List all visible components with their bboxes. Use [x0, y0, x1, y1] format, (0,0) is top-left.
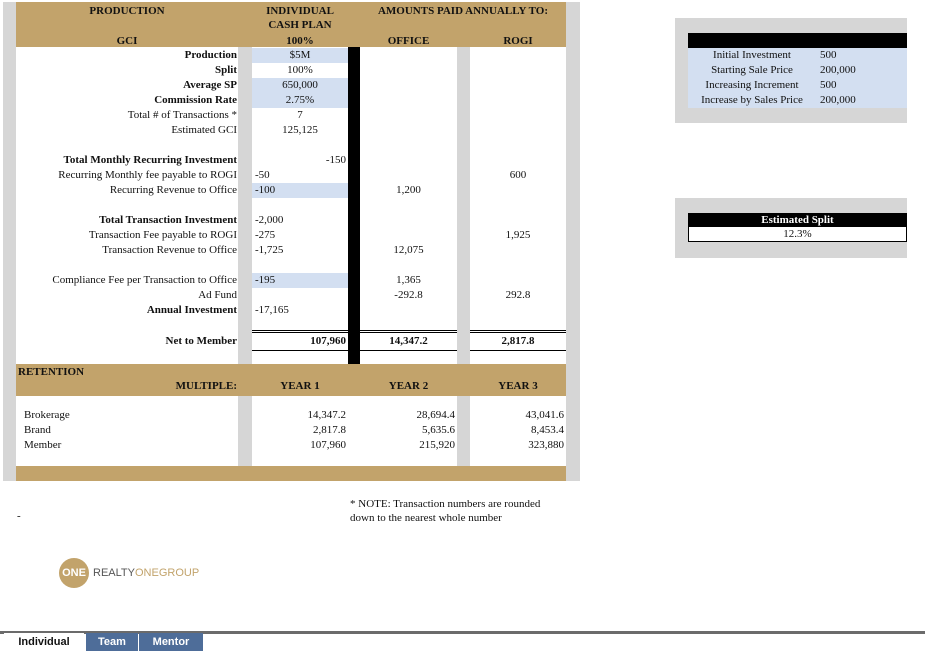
- est-gci-value: 125,125: [282, 124, 318, 136]
- col-divider-right: [457, 2, 470, 481]
- retention-member-y1: 107,960: [310, 439, 346, 451]
- transaction-total-label: Total Transaction Investment: [99, 214, 237, 226]
- transactions-value: 7: [297, 109, 303, 121]
- logo-onegroup-text: ONEGROUP: [134, 567, 200, 579]
- annual-investment-value: -17,165: [255, 304, 289, 316]
- year1-header: YEAR 1: [280, 380, 320, 392]
- monthly-office-office: 1,200: [396, 184, 421, 196]
- production-input[interactable]: $5M: [252, 48, 348, 63]
- black-column: [348, 46, 360, 364]
- net-rogi: 2,817.8: [501, 335, 535, 347]
- pct-header: 100%: [286, 35, 314, 47]
- transactions-label: Total # of Transactions *: [127, 109, 237, 121]
- transaction-office-office: 12,075: [393, 244, 424, 256]
- transaction-rogi-rogi: 1,925: [505, 229, 531, 241]
- transaction-rogi-value: -275: [255, 229, 276, 241]
- net-label: Net to Member: [165, 335, 237, 347]
- monthly-office-value[interactable]: -100: [252, 183, 348, 198]
- col-divider-left: [238, 2, 252, 481]
- commission-label: Commission Rate: [154, 94, 237, 106]
- office-header: OFFICE: [387, 35, 430, 47]
- transaction-note: * NOTE: Transaction numbers are rounded down to the nearest whole number: [350, 498, 541, 524]
- net-rule-rogi: [470, 330, 566, 333]
- retention-brokerage-label: Brokerage: [24, 409, 70, 421]
- amounts-paid-header: AMOUNTS PAID ANNUALLY TO:: [377, 5, 549, 17]
- monthly-rogi-value: -50: [255, 169, 270, 181]
- compliance-input[interactable]: -195: [252, 273, 348, 288]
- realty-one-group-logo: [59, 558, 199, 588]
- split-panel-value: 12.3%: [688, 227, 907, 242]
- side-start-price-label: Starting Sale Price: [688, 63, 816, 78]
- transaction-office-label: Transaction Revenue to Office: [102, 244, 237, 256]
- transaction-rogi-label: Transaction Fee payable to ROGI: [88, 229, 237, 241]
- avg-sp-label: Average SP: [183, 79, 237, 91]
- year2-header: YEAR 2: [388, 380, 429, 392]
- year3-header: YEAR 3: [498, 380, 538, 392]
- multiple-label: MULTIPLE:: [175, 380, 237, 392]
- ad-fund-office: -292.8: [394, 289, 423, 301]
- side-increment-value[interactable]: 500: [816, 78, 907, 93]
- side-start-price-value[interactable]: 200,000: [816, 63, 907, 78]
- retention-member-label: Member: [24, 439, 62, 451]
- side-increase-label: Increase by Sales Price: [688, 93, 816, 108]
- sheet-right-border: [566, 2, 580, 481]
- ad-fund-rogi: 292.8: [505, 289, 531, 301]
- retention-brand-y3: 8,453.4: [531, 424, 564, 436]
- logo-one-text: ONE: [62, 567, 86, 579]
- est-gci-label: Estimated GCI: [171, 124, 237, 136]
- split-input[interactable]: 100%: [287, 64, 313, 76]
- gci-header: GCI: [116, 35, 138, 47]
- transaction-total-value: -2,000: [255, 214, 284, 226]
- individual-plan-header: INDIVIDUAL CASH PLAN: [266, 5, 334, 31]
- side-initial-label: Initial Investment: [688, 48, 816, 63]
- tab-individual[interactable]: Individual: [4, 633, 84, 651]
- logo-circle-icon: [59, 558, 89, 588]
- net-member: 107,960: [310, 335, 346, 347]
- net-rule-member: [252, 330, 348, 333]
- split-panel-title: Estimated Split: [688, 213, 907, 227]
- net-office: 14,347.2: [389, 335, 428, 347]
- retention-brand-y1: 2,817.8: [313, 424, 346, 436]
- net-underline-rogi: [470, 350, 566, 351]
- monthly-rogi-rogi: 600: [509, 169, 527, 181]
- split-label: Split: [214, 64, 237, 76]
- production-label: Production: [184, 49, 237, 61]
- sheet-left-border: [3, 2, 16, 481]
- commission-input[interactable]: 2.75%: [252, 93, 348, 108]
- side-increase-value[interactable]: 200,000: [816, 93, 907, 108]
- ad-fund-label: Ad Fund: [198, 289, 237, 301]
- side-initial-value[interactable]: 500: [816, 48, 907, 63]
- compliance-label: Compliance Fee per Transaction to Office: [52, 274, 237, 286]
- retention-brokerage-y3: 43,041.6: [525, 409, 564, 421]
- transaction-office-value: -1,725: [255, 244, 284, 256]
- side-panel-header: [688, 33, 907, 48]
- compliance-office: 1,365: [396, 274, 421, 286]
- retention-brokerage-y2: 28,694.4: [416, 409, 455, 421]
- side-increment-label: Increasing Increment: [688, 78, 816, 93]
- retention-member-y2: 215,920: [419, 439, 455, 451]
- net-underline-member: [252, 350, 348, 351]
- net-rule-office: [360, 330, 457, 333]
- monthly-total-value: -150: [325, 154, 346, 166]
- annual-investment-label: Annual Investment: [146, 304, 237, 316]
- retention-brand-label: Brand: [24, 424, 51, 436]
- monthly-total-label: Total Monthly Recurring Investment: [63, 154, 237, 166]
- production-header: PRODUCTION: [89, 5, 165, 17]
- tab-team[interactable]: Team: [86, 633, 138, 651]
- dash-mark: -: [17, 510, 21, 522]
- monthly-rogi-label: Recurring Monthly fee payable to ROGI: [58, 169, 237, 181]
- logo-realty-text: REALTY: [93, 567, 135, 579]
- net-underline-office: [360, 350, 457, 351]
- avg-sp-input[interactable]: 650,000: [252, 78, 348, 93]
- tab-mentor[interactable]: Mentor: [139, 633, 203, 651]
- monthly-office-label: Recurring Revenue to Office: [109, 184, 237, 196]
- retention-title: RETENTION: [18, 366, 85, 378]
- retention-brand-y2: 5,635.6: [422, 424, 455, 436]
- bottom-band: [16, 466, 566, 481]
- retention-brokerage-y1: 14,347.2: [307, 409, 346, 421]
- retention-member-y3: 323,880: [528, 439, 564, 451]
- rogi-header: ROGI: [503, 35, 533, 47]
